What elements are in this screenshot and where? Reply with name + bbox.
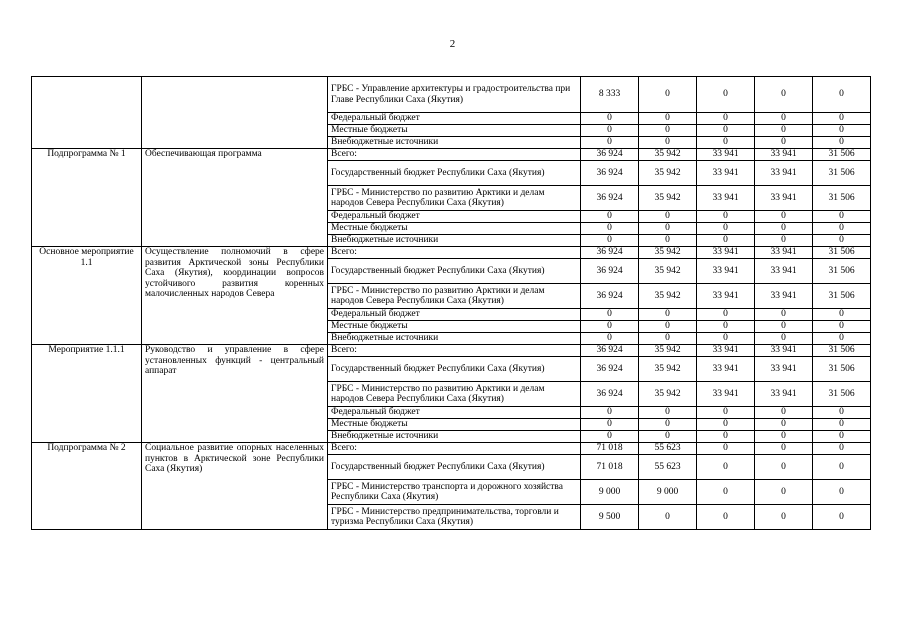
amount-cell-year-5: 0 bbox=[813, 137, 871, 149]
amount-cell-year-4: 0 bbox=[755, 235, 813, 247]
amount-cell-year-4: 0 bbox=[755, 480, 813, 505]
program-code-cell: Подпрограмма № 1 bbox=[32, 149, 142, 247]
page-number: 2 bbox=[449, 38, 456, 50]
amount-cell-year-4: 33 941 bbox=[755, 247, 813, 259]
table-row bbox=[32, 345, 871, 357]
amount-cell-year-2: 35 942 bbox=[639, 149, 697, 161]
amount-cell-year-2: 55 623 bbox=[639, 443, 697, 455]
amount-cell-year-2: 0 bbox=[639, 113, 697, 125]
amount-cell-year-2: 0 bbox=[639, 137, 697, 149]
program-code-cell: Подпрограмма № 2 bbox=[32, 443, 142, 530]
amount-cell-year-2: 35 942 bbox=[639, 259, 697, 284]
amount-cell-year-1: 0 bbox=[581, 309, 639, 321]
amount-cell-year-3: 0 bbox=[697, 77, 755, 113]
amount-cell-year-3: 33 941 bbox=[697, 149, 755, 161]
amount-cell-year-3: 0 bbox=[697, 333, 755, 345]
amount-cell-year-4: 33 941 bbox=[755, 259, 813, 284]
amount-cell-year-4: 33 941 bbox=[755, 161, 813, 186]
amount-cell-year-2: 0 bbox=[639, 321, 697, 333]
amount-cell-year-5: 31 506 bbox=[813, 345, 871, 357]
funding-source-cell: Федеральный бюджет bbox=[328, 113, 581, 125]
funding-source-cell: Местные бюджеты bbox=[328, 321, 581, 333]
amount-cell-year-1: 71 018 bbox=[581, 455, 639, 480]
funding-source-cell: Всего: bbox=[328, 443, 581, 455]
amount-cell-year-3: 33 941 bbox=[697, 247, 755, 259]
amount-cell-year-1: 71 018 bbox=[581, 443, 639, 455]
amount-cell-year-2: 0 bbox=[639, 223, 697, 235]
table-body bbox=[32, 77, 871, 530]
amount-cell-year-1: 36 924 bbox=[581, 247, 639, 259]
amount-cell-year-3: 0 bbox=[697, 431, 755, 443]
amount-cell-year-4: 0 bbox=[755, 125, 813, 137]
amount-cell-year-5: 31 506 bbox=[813, 259, 871, 284]
table-row bbox=[32, 149, 871, 161]
amount-cell-year-4: 0 bbox=[755, 223, 813, 235]
amount-cell-year-1: 36 924 bbox=[581, 345, 639, 357]
amount-cell-year-5: 31 506 bbox=[813, 149, 871, 161]
amount-cell-year-5: 0 bbox=[813, 455, 871, 480]
amount-cell-year-1: 0 bbox=[581, 211, 639, 223]
amount-cell-year-1: 36 924 bbox=[581, 284, 639, 309]
amount-cell-year-2: 35 942 bbox=[639, 284, 697, 309]
amount-cell-year-3: 0 bbox=[697, 211, 755, 223]
funding-source-cell: Государственный бюджет Республики Саха (Якутия) bbox=[328, 161, 581, 186]
amount-cell-year-4: 0 bbox=[755, 407, 813, 419]
amount-cell-year-2: 0 bbox=[639, 419, 697, 431]
funding-source-cell: Местные бюджеты bbox=[328, 419, 581, 431]
amount-cell-year-2: 35 942 bbox=[639, 247, 697, 259]
amount-cell-year-2: 0 bbox=[639, 77, 697, 113]
amount-cell-year-5: 31 506 bbox=[813, 161, 871, 186]
amount-cell-year-4: 0 bbox=[755, 455, 813, 480]
amount-cell-year-1: 9 000 bbox=[581, 480, 639, 505]
amount-cell-year-2: 55 623 bbox=[639, 455, 697, 480]
amount-cell-year-1: 0 bbox=[581, 223, 639, 235]
table-row bbox=[32, 443, 871, 455]
amount-cell-year-1: 36 924 bbox=[581, 259, 639, 284]
funding-source-cell: Внебюджетные источники bbox=[328, 431, 581, 443]
amount-cell-year-3: 0 bbox=[697, 235, 755, 247]
amount-cell-year-4: 33 941 bbox=[755, 357, 813, 382]
amount-cell-year-3: 0 bbox=[697, 125, 755, 137]
amount-cell-year-5: 31 506 bbox=[813, 247, 871, 259]
amount-cell-year-5: 0 bbox=[813, 431, 871, 443]
funding-source-cell: ГРБС - Министерство по развитию Арктики и делам народов Севера Республики Саха (Якутия) bbox=[328, 186, 581, 211]
table-row bbox=[32, 77, 871, 113]
funding-source-cell: ГРБС - Министерство транспорта и дорожного хозяйства Республики Саха (Якутия) bbox=[328, 480, 581, 505]
funding-source-cell: Всего: bbox=[328, 149, 581, 161]
amount-cell-year-5: 0 bbox=[813, 419, 871, 431]
amount-cell-year-3: 0 bbox=[697, 223, 755, 235]
amount-cell-year-3: 0 bbox=[697, 455, 755, 480]
amount-cell-year-5: 0 bbox=[813, 223, 871, 235]
amount-cell-year-5: 0 bbox=[813, 125, 871, 137]
amount-cell-year-1: 0 bbox=[581, 419, 639, 431]
program-code-cell: Основное мероприятие 1.1 bbox=[32, 247, 142, 345]
amount-cell-year-5: 0 bbox=[813, 235, 871, 247]
program-name-cell: Руководство и управление в сфере установленных функций - центральный аппарат bbox=[142, 345, 328, 443]
amount-cell-year-5: 0 bbox=[813, 505, 871, 530]
amount-cell-year-3: 33 941 bbox=[697, 259, 755, 284]
program-name-cell: Социальное развитие опорных населенных пунктов в Арктической зоне Республики Саха (Якутия) bbox=[142, 443, 328, 530]
amount-cell-year-1: 36 924 bbox=[581, 186, 639, 211]
amount-cell-year-4: 0 bbox=[755, 211, 813, 223]
funding-source-cell: Государственный бюджет Республики Саха (Якутия) bbox=[328, 455, 581, 480]
amount-cell-year-4: 0 bbox=[755, 137, 813, 149]
program-name-cell: Осуществление полномочий в сфере развития Арктической зоны Республики Саха (Якутия), координации вопросов устойчивого развития коренных малочисленных народов Севера bbox=[142, 247, 328, 345]
amount-cell-year-2: 0 bbox=[639, 211, 697, 223]
amount-cell-year-4: 0 bbox=[755, 505, 813, 530]
amount-cell-year-5: 31 506 bbox=[813, 186, 871, 211]
amount-cell-year-4: 33 941 bbox=[755, 284, 813, 309]
amount-cell-year-3: 0 bbox=[697, 321, 755, 333]
funding-source-cell: Всего: bbox=[328, 247, 581, 259]
amount-cell-year-3: 0 bbox=[697, 419, 755, 431]
funding-source-cell: Местные бюджеты bbox=[328, 223, 581, 235]
amount-cell-year-2: 9 000 bbox=[639, 480, 697, 505]
amount-cell-year-4: 0 bbox=[755, 419, 813, 431]
amount-cell-year-3: 33 941 bbox=[697, 357, 755, 382]
funding-source-cell: Внебюджетные источники bbox=[328, 137, 581, 149]
funding-source-cell: Государственный бюджет Республики Саха (Якутия) bbox=[328, 259, 581, 284]
amount-cell-year-5: 0 bbox=[813, 321, 871, 333]
amount-cell-year-5: 31 506 bbox=[813, 357, 871, 382]
amount-cell-year-2: 35 942 bbox=[639, 186, 697, 211]
amount-cell-year-5: 0 bbox=[813, 333, 871, 345]
amount-cell-year-3: 33 941 bbox=[697, 284, 755, 309]
amount-cell-year-4: 0 bbox=[755, 333, 813, 345]
amount-cell-year-1: 0 bbox=[581, 125, 639, 137]
amount-cell-year-3: 0 bbox=[697, 113, 755, 125]
budget-table bbox=[31, 76, 871, 530]
amount-cell-year-5: 0 bbox=[813, 309, 871, 321]
amount-cell-year-1: 0 bbox=[581, 407, 639, 419]
amount-cell-year-3: 0 bbox=[697, 505, 755, 530]
amount-cell-year-5: 0 bbox=[813, 113, 871, 125]
table-row bbox=[32, 247, 871, 259]
amount-cell-year-5: 31 506 bbox=[813, 382, 871, 407]
amount-cell-year-2: 0 bbox=[639, 309, 697, 321]
program-code-cell: Мероприятие 1.1.1 bbox=[32, 345, 142, 443]
program-name-cell bbox=[142, 77, 328, 149]
amount-cell-year-1: 0 bbox=[581, 321, 639, 333]
amount-cell-year-4: 33 941 bbox=[755, 345, 813, 357]
amount-cell-year-3: 0 bbox=[697, 480, 755, 505]
amount-cell-year-1: 36 924 bbox=[581, 149, 639, 161]
amount-cell-year-2: 0 bbox=[639, 505, 697, 530]
amount-cell-year-3: 0 bbox=[697, 137, 755, 149]
amount-cell-year-2: 0 bbox=[639, 125, 697, 137]
amount-cell-year-5: 31 506 bbox=[813, 284, 871, 309]
amount-cell-year-2: 35 942 bbox=[639, 357, 697, 382]
funding-source-cell: ГРБС - Министерство по развитию Арктики и делам народов Севера Республики Саха (Якутия) bbox=[328, 284, 581, 309]
amount-cell-year-5: 0 bbox=[813, 77, 871, 113]
amount-cell-year-4: 33 941 bbox=[755, 149, 813, 161]
program-name-cell: Обеспечивающая программа bbox=[142, 149, 328, 247]
funding-source-cell: Федеральный бюджет bbox=[328, 211, 581, 223]
amount-cell-year-1: 9 500 bbox=[581, 505, 639, 530]
amount-cell-year-1: 0 bbox=[581, 333, 639, 345]
funding-source-cell: Государственный бюджет Республики Саха (Якутия) bbox=[328, 357, 581, 382]
amount-cell-year-4: 33 941 bbox=[755, 186, 813, 211]
funding-source-cell: Федеральный бюджет bbox=[328, 407, 581, 419]
amount-cell-year-1: 0 bbox=[581, 235, 639, 247]
funding-source-cell: Всего: bbox=[328, 345, 581, 357]
amount-cell-year-4: 0 bbox=[755, 431, 813, 443]
funding-source-cell: ГРБС - Управление архитектуры и градостроительства при Главе Республики Саха (Якутия) bbox=[328, 77, 581, 113]
amount-cell-year-2: 0 bbox=[639, 333, 697, 345]
amount-cell-year-5: 0 bbox=[813, 443, 871, 455]
amount-cell-year-3: 0 bbox=[697, 407, 755, 419]
funding-source-cell: Местные бюджеты bbox=[328, 125, 581, 137]
amount-cell-year-1: 36 924 bbox=[581, 357, 639, 382]
funding-source-cell: Внебюджетные источники bbox=[328, 235, 581, 247]
amount-cell-year-1: 8 333 bbox=[581, 77, 639, 113]
amount-cell-year-3: 33 941 bbox=[697, 186, 755, 211]
funding-source-cell: ГРБС - Министерство предпринимательства, торговли и туризма Республики Саха (Якутия) bbox=[328, 505, 581, 530]
amount-cell-year-4: 0 bbox=[755, 77, 813, 113]
funding-source-cell: Федеральный бюджет bbox=[328, 309, 581, 321]
amount-cell-year-3: 33 941 bbox=[697, 382, 755, 407]
amount-cell-year-4: 33 941 bbox=[755, 382, 813, 407]
amount-cell-year-2: 35 942 bbox=[639, 345, 697, 357]
program-code-cell bbox=[32, 77, 142, 149]
amount-cell-year-4: 0 bbox=[755, 309, 813, 321]
funding-source-cell: Внебюджетные источники bbox=[328, 333, 581, 345]
amount-cell-year-4: 0 bbox=[755, 443, 813, 455]
funding-source-cell: ГРБС - Министерство по развитию Арктики и делам народов Севера Республики Саха (Якутия) bbox=[328, 382, 581, 407]
amount-cell-year-4: 0 bbox=[755, 113, 813, 125]
amount-cell-year-2: 35 942 bbox=[639, 382, 697, 407]
amount-cell-year-1: 0 bbox=[581, 137, 639, 149]
amount-cell-year-3: 33 941 bbox=[697, 161, 755, 186]
amount-cell-year-3: 0 bbox=[697, 309, 755, 321]
amount-cell-year-2: 0 bbox=[639, 407, 697, 419]
amount-cell-year-5: 0 bbox=[813, 407, 871, 419]
amount-cell-year-3: 0 bbox=[697, 443, 755, 455]
amount-cell-year-2: 0 bbox=[639, 235, 697, 247]
amount-cell-year-4: 0 bbox=[755, 321, 813, 333]
amount-cell-year-5: 0 bbox=[813, 211, 871, 223]
amount-cell-year-5: 0 bbox=[813, 480, 871, 505]
amount-cell-year-2: 35 942 bbox=[639, 161, 697, 186]
amount-cell-year-3: 33 941 bbox=[697, 345, 755, 357]
amount-cell-year-2: 0 bbox=[639, 431, 697, 443]
amount-cell-year-1: 0 bbox=[581, 113, 639, 125]
amount-cell-year-1: 36 924 bbox=[581, 382, 639, 407]
amount-cell-year-1: 36 924 bbox=[581, 161, 639, 186]
amount-cell-year-1: 0 bbox=[581, 431, 639, 443]
